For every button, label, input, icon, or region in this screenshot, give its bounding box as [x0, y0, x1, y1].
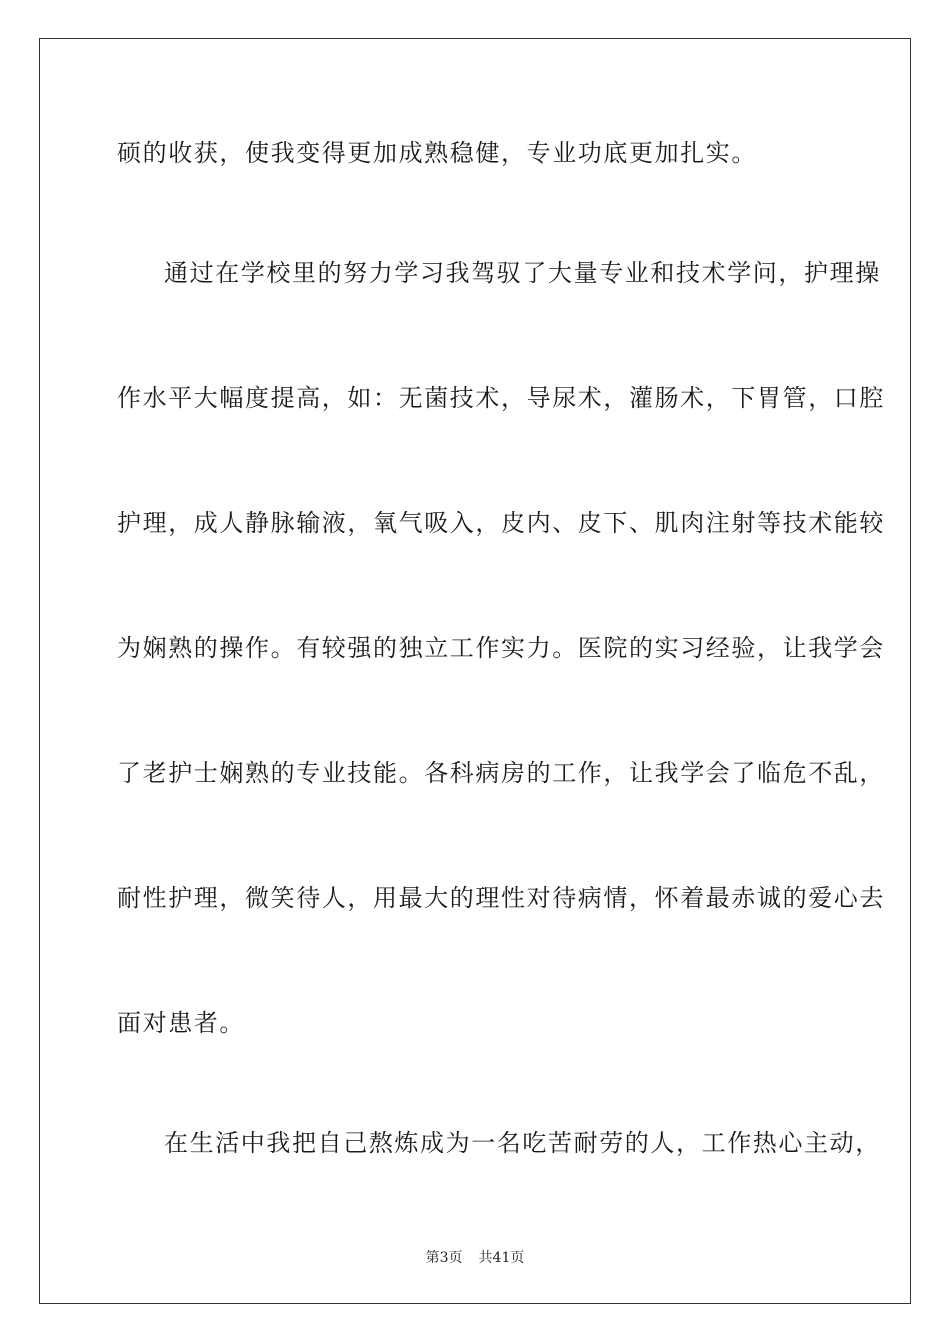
page-number: 第3页: [425, 1250, 463, 1266]
text-line-1: 硕的收获，使我变得更加成熟稳健，专业功底更加扎实。: [117, 139, 757, 167]
page-border: [39, 38, 911, 1304]
text-line-7: 耐性护理，微笑待人，用最大的理性对待病情，怀着最赤诚的爱心去: [117, 884, 885, 912]
text-line-5: 为娴熟的操作。有较强的独立工作实力。医院的实习经验，让我学会: [117, 634, 885, 662]
page-total: 共41页: [478, 1250, 525, 1266]
text-line-6: 了老护士娴熟的专业技能。各科病房的工作，让我学会了临危不乱，: [117, 759, 885, 787]
text-line-3: 作水平大幅度提高，如：无菌技术，导尿术，灌肠术，下胃管，口腔: [117, 384, 885, 412]
text-line-8: 面对患者。: [117, 1009, 245, 1037]
text-line-2: 通过在学校里的努力学习我驾驭了大量专业和技术学问，护理操: [164, 259, 881, 287]
text-line-4: 护理，成人静脉输液，氧气吸入，皮内、皮下、肌肉注射等技术能较: [117, 509, 885, 537]
text-line-9: 在生活中我把自己熬炼成为一名吃苦耐劳的人，工作热心主动，: [164, 1129, 881, 1157]
page-footer: [0, 1249, 950, 1267]
